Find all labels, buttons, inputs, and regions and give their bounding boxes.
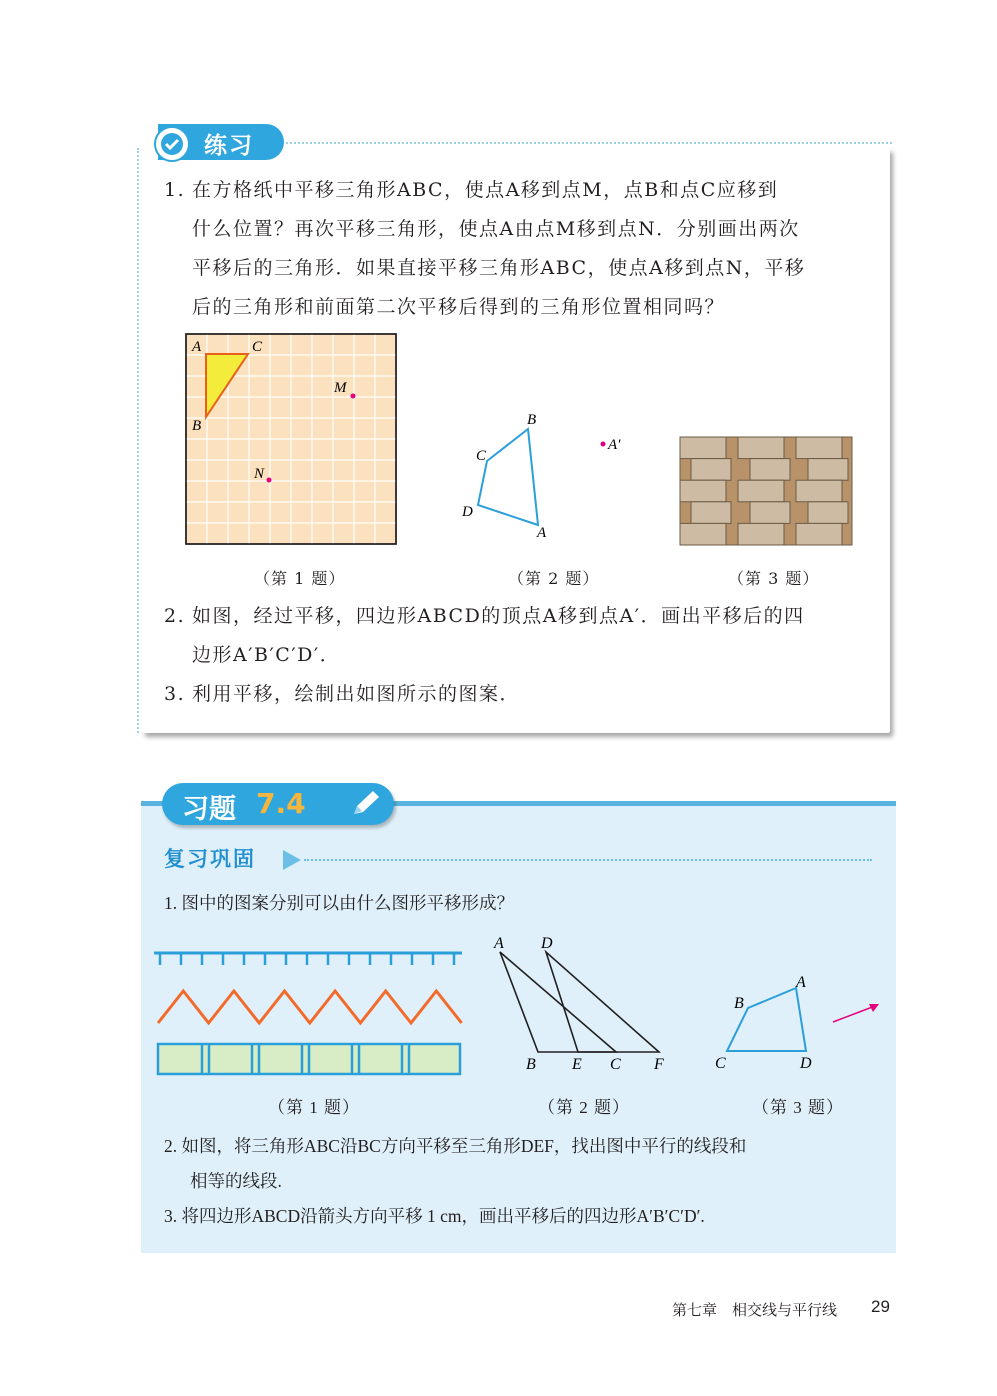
exercise-q2-line1: 2. 如图，将三角形ABC沿BC方向平移至三角形DEF，找出图中平行的线段和 xyxy=(164,1136,747,1156)
exercise-title-number: 7.4 xyxy=(256,787,306,820)
quad-arrow-figure xyxy=(712,968,892,1078)
practice-fig3-caption: （第 3 题） xyxy=(728,569,820,588)
footer-chapter: 第七章 相交线与平行线 xyxy=(672,1301,838,1319)
svg-text:E: E xyxy=(572,1056,582,1073)
svg-text:B: B xyxy=(734,995,744,1012)
practice-q2-num: 2. xyxy=(164,605,186,627)
practice-border-dots xyxy=(137,148,139,733)
exercise-fig1-caption: （第 1 题） xyxy=(268,1098,360,1117)
svg-text:A: A xyxy=(796,974,806,991)
exercise-header xyxy=(162,783,394,825)
label-b: B xyxy=(192,418,202,434)
pattern-figure xyxy=(152,945,466,1081)
svg-text:A: A xyxy=(494,935,504,952)
svg-text:B: B xyxy=(526,1056,536,1073)
label-b: B xyxy=(527,412,537,428)
svg-text:C: C xyxy=(610,1056,621,1073)
practice-header xyxy=(158,124,284,160)
exercise-title-prefix: 习题 xyxy=(182,794,236,825)
exercise-q3: 3. 将四边形ABCD沿箭头方向平移 1 cm，画出平移后的四边形A′B′C′D′. xyxy=(164,1206,705,1226)
practice-top-dots xyxy=(282,142,892,144)
label-c: C xyxy=(476,448,487,464)
triangles-figure xyxy=(486,930,676,1075)
exercise-q2-line2: 相等的线段. xyxy=(190,1171,282,1191)
practice-check-icon xyxy=(154,126,190,162)
label-a: A xyxy=(537,525,547,541)
svg-text:D: D xyxy=(541,935,553,952)
practice-q1-line1: 在方格纸中平移三角形ABC，使点A移到点M，点B和点C应移到 xyxy=(192,179,779,201)
practice-q2-line1: 如图，经过平移，四边形ABCD的顶点A移到点A′．画出平移后的四 xyxy=(192,605,805,627)
label-n: N xyxy=(254,466,265,482)
label-m: M xyxy=(334,380,347,396)
label-a-prime: A′ xyxy=(608,437,621,453)
grid-figure xyxy=(184,332,398,546)
practice-q1-num: 1. xyxy=(164,179,186,201)
svg-text:C: C xyxy=(715,1055,726,1072)
practice-q1-line4: 后的三角形和前面第二次平移后得到的三角形位置相同吗？ xyxy=(192,296,726,318)
page-number: 29 xyxy=(871,1297,890,1316)
label-a: A xyxy=(192,339,202,355)
point-m xyxy=(351,394,356,399)
svg-text:F: F xyxy=(654,1056,664,1073)
review-arrow-icon xyxy=(283,850,301,870)
practice-q3-num: 3. xyxy=(164,683,186,705)
practice-q1-line3: 平移后的三角形．如果直接平移三角形ABC，使点A移到点N，平移 xyxy=(192,257,806,279)
practice-fig2-caption: （第 2 题） xyxy=(508,569,600,588)
practice-q3-line1: 利用平移，绘制出如图所示的图案． xyxy=(192,683,521,705)
practice-title: 练习 xyxy=(204,133,254,159)
practice-q1-line2: 什么位置？再次平移三角形，使点A由点M移到点N．分别画出两次 xyxy=(192,218,800,240)
triangle-def xyxy=(546,952,659,1052)
svg-text:D: D xyxy=(800,1055,812,1072)
label-c: C xyxy=(252,339,263,355)
exercise-fig3-caption: （第 3 题） xyxy=(752,1098,844,1117)
practice-fig1-caption: （第 1 题） xyxy=(254,569,346,588)
pencil-icon xyxy=(348,788,384,820)
exercise-q1: 1. 图中的图案分别可以由什么图形平移形成？ xyxy=(164,893,514,913)
quad-abcd xyxy=(478,429,538,525)
review-section-title: 复习巩固 xyxy=(164,847,256,871)
exercise-fig2-caption: （第 2 题） xyxy=(538,1098,630,1117)
point-n xyxy=(267,478,272,483)
triangle-abc xyxy=(500,952,616,1052)
review-dotted-rule xyxy=(304,859,872,861)
direction-arrow xyxy=(833,1006,875,1022)
brick-pattern xyxy=(678,435,854,547)
quadrilateral-figure xyxy=(455,405,635,545)
point-a-prime xyxy=(601,442,606,447)
label-d: D xyxy=(462,504,473,520)
practice-q2-line2: 边形A′B′C′D′． xyxy=(192,644,341,666)
